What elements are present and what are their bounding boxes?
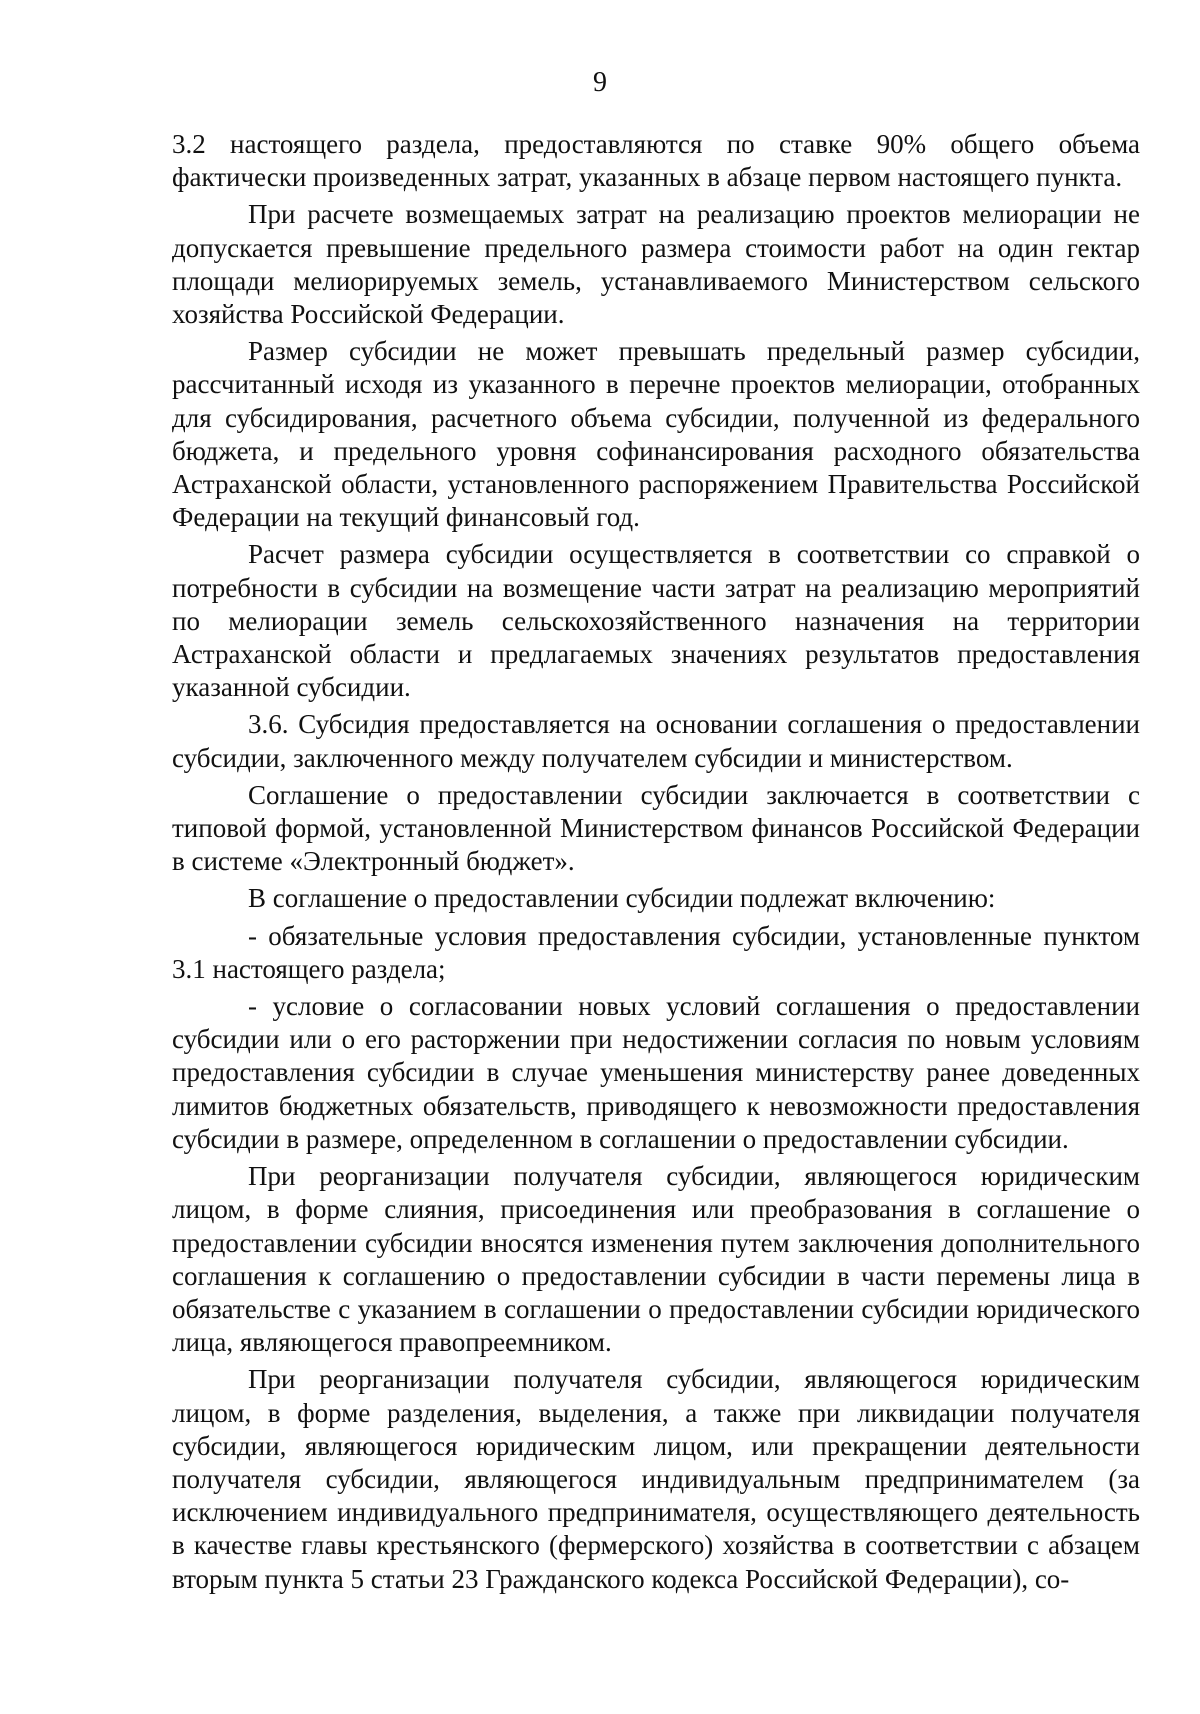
paragraph-agreement-includes: В соглашение о предоставлении субсидии подлежат включению: [248,883,996,914]
document-body [172,128,1140,1600]
paragraph-continuation: 3.2 настоящего раздела, предоставляются по ставке 90% общего объема фактически произведенных затрат, указанных в абзаце первом настоящего пункта. [172,129,1140,193]
list-item-mandatory-conditions: - обязательные условия предоставления субсидии, установленные пунктом 3.1 настоящего раздела; [172,920,1140,984]
paragraph-cost-limit: При расчете возмещаемых затрат на реализацию проектов мелиорации не допускается превышение предельного размера стоимости работ на один гектар площади мелиорируемых земель, устанавливаемого Министерством сельского хозяйства Российской Федерации. [172,199,1140,330]
paragraph-agreement-form: Соглашение о предоставлении субсидии заключается в соответствии с типовой формой, установленной Министерством финансов Российской Федерации в системе «Электронный бюджет». [172,779,1140,877]
page-number: 9 [593,67,607,98]
paragraph-reorganization-merger: При реорганизации получателя субсидии, являющегося юридическим лицом, в форме слияния, присоединения или преобразования в соглашение о предоставлении субсидии вносятся изменения путем заключения дополнительного соглашения к соглашению о предоставлении субсидии в части перемены лица в обязательстве с указанием в соглашении о предоставлении субсидии юридического лица, являющегося правопреемником. [172,1161,1140,1358]
paragraph-3-6: 3.6. Субсидия предоставляется на основании соглашения о предоставлении субсидии, заключенного между получателем субсидии и министерством. [172,709,1140,773]
list-item-new-conditions: - условие о согласовании новых условий соглашения о предоставлении субсидии или о его расторжении при недостижении согласия по новым условиям предоставления субсидии в случае уменьшения министерству ранее доведенных лимитов бюджетных обязательств, приводящего к невозможности предоставления субсидии в размере, определенном в соглашении о предоставлении субсидии. [172,991,1140,1154]
paragraph-subsidy-size: Размер субсидии не может превышать предельный размер субсидии, рассчитанный исходя из указанного в перечне проектов мелиорации, отобранных для субсидирования, расчетного объема субсидии, полученной из федерального бюджета, и предельного уровня софинансирования расходного обязательства Астраханской области, установленного распоряжением Правительства Российской Федерации на текущий финансовый год. [172,336,1140,533]
paragraph-reorganization-division: При реорганизации получателя субсидии, являющегося юридическим лицом, в форме разделения, выделения, а также при ликвидации получателя субсидии, являющегося юридическим лицом, или прекращении деятельности получателя субсидии, являющегося индивидуальным предпринимателем (за исключением индивидуального предпринимателя, осуществляющего деятельность в качестве главы крестьянского (фермерского) хозяйства в соответствии с абзацем вторым пункта 5 статьи 23 Гражданского кодекса Российской Федерации), со- [172,1364,1140,1594]
paragraph-subsidy-calculation: Расчет размера субсидии осуществляется в соответствии со справкой о потребности в субсидии на возмещение части затрат на реализацию мероприятий по мелиорации земель сельскохозяйственного назначения на территории Астраханской области и предлагаемых значениях результатов предоставления указанной субсидии. [172,539,1140,703]
